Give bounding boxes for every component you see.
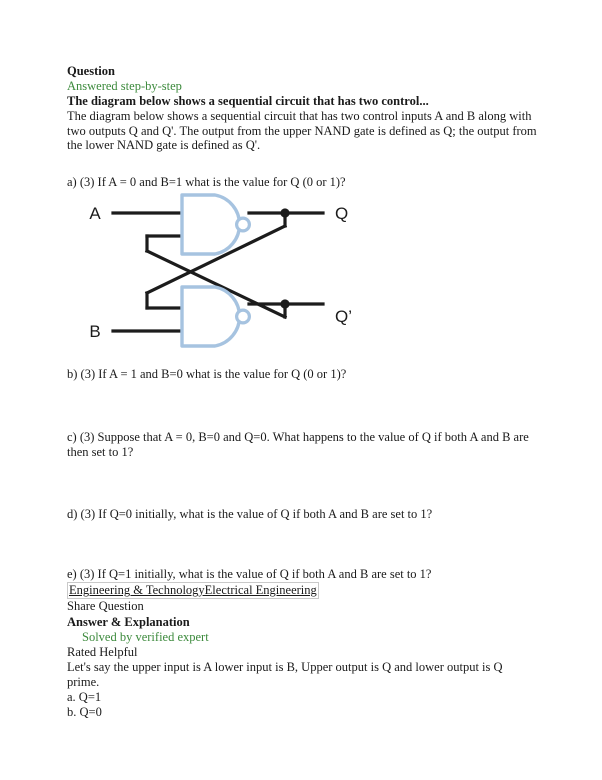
category-breadcrumb-link[interactable]: Engineering & TechnologyElectrical Engineering [69, 583, 317, 598]
question-part-a: a) (3) If A = 0 and B=1 what is the value for Q (0 or 1)? [67, 174, 346, 189]
question-part-b: b) (3) If A = 1 and B=0 what is the value for Q (0 or 1)? [67, 367, 347, 382]
question-part-c: c) (3) Suppose that A = 0, B=0 and Q=0. What happens to the value of Q if both A and B are then set to 1? [67, 429, 529, 459]
nand-gate-upper-body [182, 195, 240, 254]
circuit-diagram [67, 189, 537, 367]
nand-gate-upper [182, 195, 249, 254]
output-label-q: Q [335, 204, 349, 224]
question-title: The diagram below shows a sequential circuit that has two control... [67, 94, 429, 108]
answered-status-badge: Answered step-by-step [67, 79, 182, 93]
junction-dot-qprime [280, 300, 289, 309]
nand-gate-lower-inversion-bubble [237, 310, 250, 323]
answer-item-b: b. Q=0 [67, 705, 102, 720]
question-part-e: e) (3) If Q=1 initially, what is the value of Q if both A and B are set to 1? [67, 566, 432, 581]
question-section-label: Question [67, 64, 115, 78]
spacer [67, 522, 537, 567]
input-label-a: A [89, 204, 101, 224]
rated-helpful-label: Rated Helpful [67, 645, 138, 660]
document-content [67, 64, 537, 720]
answer-body-text: Let's say the upper input is A lower input is B, Upper output is Q and lower output is Q prime. [67, 660, 503, 690]
share-question-button[interactable]: Share Question [67, 599, 144, 614]
answer-item-a: a. Q=1 [67, 690, 102, 705]
nand-latch-svg [77, 189, 377, 367]
nand-gate-lower-body [182, 287, 240, 346]
question-part-d: d) (3) If Q=0 initially, what is the value of Q if both A and B are set to 1? [67, 507, 433, 522]
nand-gate-upper-inversion-bubble [237, 218, 250, 231]
spacer [67, 459, 537, 507]
output-label-q-prime: Q’ [335, 307, 352, 327]
spacer [67, 153, 537, 175]
junction-dot-q [280, 209, 289, 218]
question-intro-paragraph: The diagram below shows a sequential circuit that has two control inputs A and B along with two outputs Q and Q'. The output from the upper NAND gate is defined as Q; the output from the lower NAND gate is defined as Q'. [67, 109, 537, 153]
spacer [67, 382, 537, 430]
answer-explanation-heading: Answer & Explanation [67, 615, 190, 630]
input-label-b: B [89, 322, 101, 342]
verified-expert-badge: Solved by verified expert [82, 630, 209, 645]
